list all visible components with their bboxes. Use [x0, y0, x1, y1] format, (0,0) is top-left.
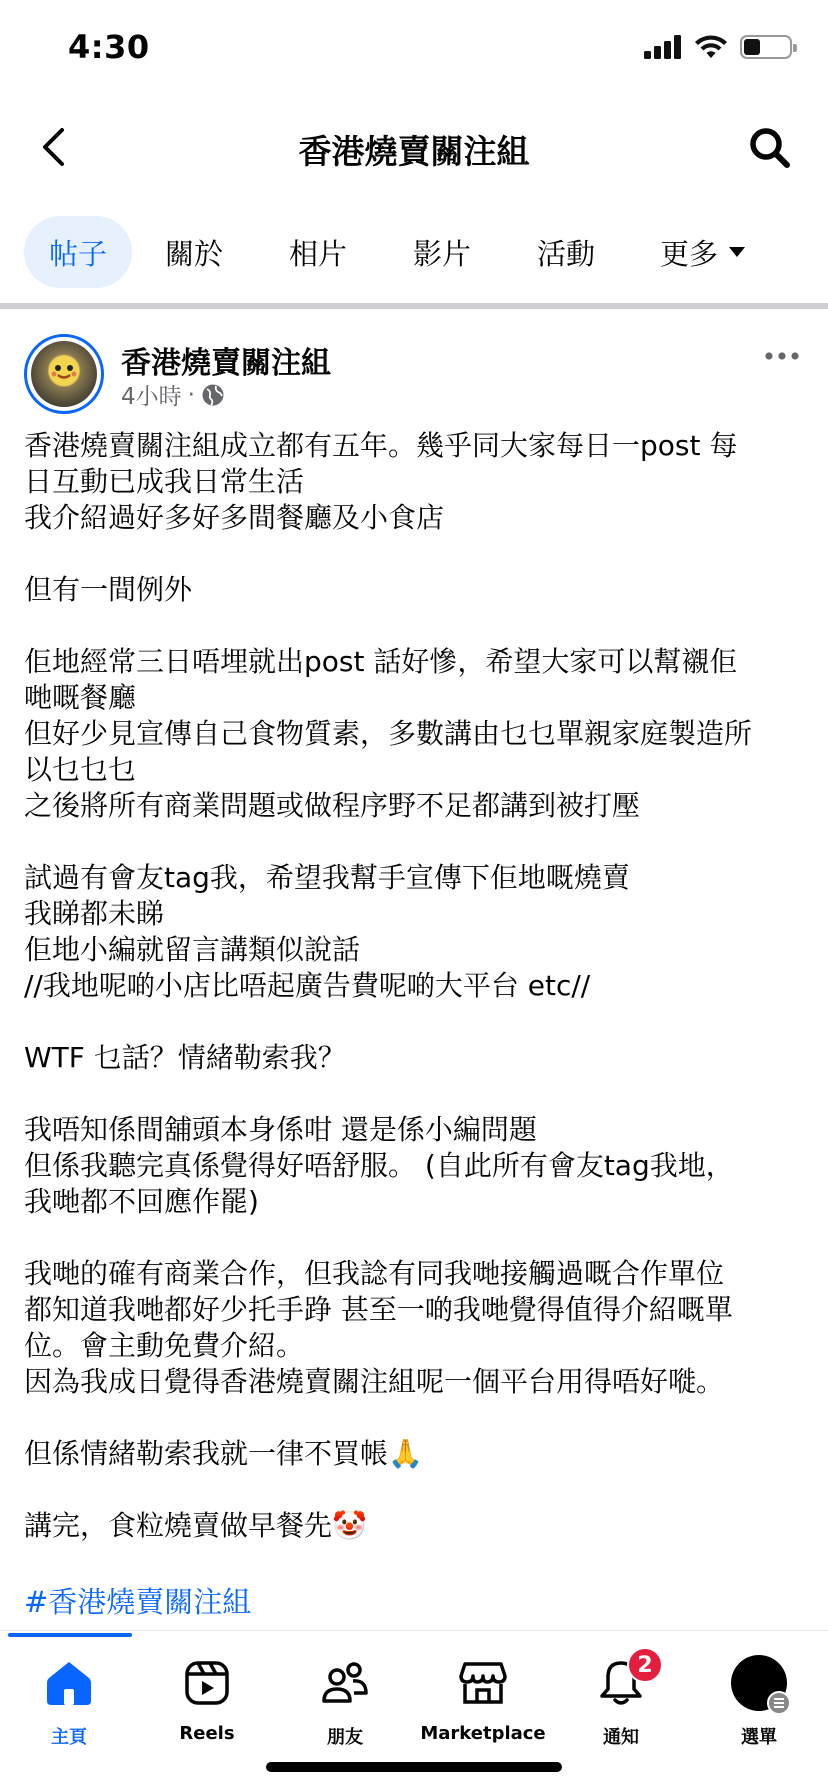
- post-text-line: [24, 1076, 804, 1112]
- post-text-line: 都知道我哋都好少托手踭 甚至一啲我哋覺得值得介紹嘅單: [24, 1293, 733, 1326]
- post-text-line: //我地呢啲小店比唔起廣告費呢啲大平台 etc//: [24, 969, 591, 1002]
- post-text-line: 之後將所有商業問題或做程序野不足都講到被打壓: [24, 789, 641, 822]
- post-text-line: 佢地經常三日唔埋就出post 話好慘，希望大家可以幫襯佢: [24, 645, 738, 678]
- nav-menu[interactable]: [690, 1655, 828, 1765]
- post-text-line: [24, 1004, 804, 1040]
- post-time[interactable]: 4小時: [121, 384, 182, 410]
- more-horizontal-icon: [765, 352, 799, 360]
- post-text-line: 我唔知係間舖頭本身係咁 還是係小編問題: [24, 1113, 537, 1146]
- post-hashtag[interactable]: #香港燒賣關注組: [24, 1585, 252, 1619]
- nav-label: 朋友: [327, 1727, 363, 1748]
- post-text-line: WTF 乜話？情緒勒索我？: [24, 1041, 346, 1074]
- post-header: [24, 334, 804, 414]
- post-meta: [121, 378, 225, 411]
- nav-label: 主頁: [51, 1727, 87, 1748]
- globe-icon: [201, 383, 225, 407]
- nav-reels[interactable]: [138, 1655, 276, 1765]
- notification-badge: 2: [627, 1647, 663, 1683]
- status-time: 4:30: [68, 28, 150, 66]
- post-text-line: 位。會主動免費介紹。: [24, 1329, 305, 1362]
- nav-notifications[interactable]: [552, 1652, 690, 1765]
- group-avatar[interactable]: [24, 334, 104, 414]
- tab-label: 更多: [659, 236, 718, 271]
- post-text-line: [24, 536, 804, 572]
- post-text-line: 但係我聽完真係覺得好唔舒服。 (自此所有會友tag我地，: [24, 1149, 734, 1182]
- nav-friends[interactable]: [276, 1655, 414, 1765]
- nav-label: 通知: [603, 1727, 639, 1748]
- menu-lines-icon: [767, 1691, 791, 1715]
- nav-label: Reels: [179, 1723, 235, 1744]
- nav-marketplace[interactable]: [414, 1655, 552, 1765]
- tab-label: 帖子: [48, 236, 107, 271]
- post-text-line: [24, 608, 804, 644]
- tab-posts[interactable]: [24, 216, 132, 288]
- search-button[interactable]: [744, 122, 796, 174]
- post-text-line: [24, 1220, 804, 1256]
- post-text-line: 以乜乜乜: [24, 753, 137, 786]
- friends-icon: [321, 1661, 369, 1705]
- tab-label: 活動: [536, 236, 595, 271]
- marketplace-icon: [459, 1660, 507, 1706]
- search-icon: [749, 127, 791, 169]
- home-icon: [45, 1659, 93, 1707]
- nav-home[interactable]: [0, 1655, 138, 1765]
- post-text-line: 講完，食粒燒賣做早餐先🤡: [24, 1509, 367, 1542]
- tab-about[interactable]: [132, 216, 256, 288]
- post-options-button[interactable]: [762, 336, 802, 376]
- post-text-line: 我睇都未睇: [24, 897, 165, 930]
- post-text-line: 但有一間例外: [24, 573, 193, 606]
- caret-down-icon: [728, 246, 746, 258]
- page-title: 香港燒賣關注組: [298, 132, 530, 171]
- post-text-line: 我哋都不回應作罷): [24, 1185, 259, 1218]
- tab-photos[interactable]: [256, 216, 380, 288]
- tab-videos[interactable]: [380, 216, 504, 288]
- tab-events[interactable]: [504, 216, 628, 288]
- post-text-line: [24, 1472, 804, 1508]
- bottom-navigation: [0, 1630, 828, 1792]
- battery-icon: [740, 35, 792, 59]
- post-text-line: [24, 1400, 804, 1436]
- menu-avatar-icon: [731, 1655, 787, 1711]
- cellular-signal-icon: [644, 35, 682, 59]
- tab-more[interactable]: [628, 216, 778, 288]
- post-text-line: 但係情緒勒索我就一律不買帳🙏: [24, 1437, 423, 1470]
- post-text-line: 我介紹過好多好多間餐廳及小食店: [24, 501, 445, 534]
- post-text-line: 但好少見宣傳自己食物質素，多數講由乜乜單親家庭製造所: [24, 717, 753, 750]
- post-text-line: 佢地小編就留言講類似說話: [24, 933, 361, 966]
- home-indicator: [266, 1762, 562, 1772]
- tab-label: 相片: [288, 236, 347, 271]
- wifi-icon: [694, 34, 728, 60]
- siu-mai-mascot-icon: [31, 341, 97, 407]
- reels-icon: [184, 1660, 230, 1706]
- nav-label: Marketplace: [420, 1723, 546, 1744]
- post-text-line: 日互動已成我日常生活: [24, 465, 305, 498]
- post-text-line: 因為我成日覺得香港燒賣關注組呢一個平台用得唔好嘥。: [24, 1365, 725, 1398]
- tab-label: 關於: [164, 236, 223, 271]
- post-text-line: [24, 824, 804, 860]
- meta-separator: ·: [187, 381, 195, 408]
- nav-label: 選單: [741, 1727, 777, 1748]
- post-body: [24, 428, 804, 1544]
- post-text-line: 香港燒賣關注組成立都有五年。幾乎同大家每日一post 每: [24, 429, 738, 462]
- status-bar: [0, 0, 828, 100]
- post-text-line: 哋嘅餐廳: [24, 681, 137, 714]
- group-tabs: [24, 216, 804, 288]
- status-icons: [644, 34, 792, 60]
- post-text-line: 我哋的確有商業合作，但我諗有同我哋接觸過嘅合作單位: [24, 1257, 725, 1290]
- post-author[interactable]: 香港燒賣關注組: [121, 346, 331, 381]
- active-tab-indicator: [8, 1633, 132, 1637]
- post-text-line: 試過有會友tag我，希望我幫手宣傳下佢地嘅燒賣: [24, 861, 630, 894]
- section-divider: [0, 303, 828, 309]
- tab-label: 影片: [412, 236, 471, 271]
- group-header: [0, 112, 828, 184]
